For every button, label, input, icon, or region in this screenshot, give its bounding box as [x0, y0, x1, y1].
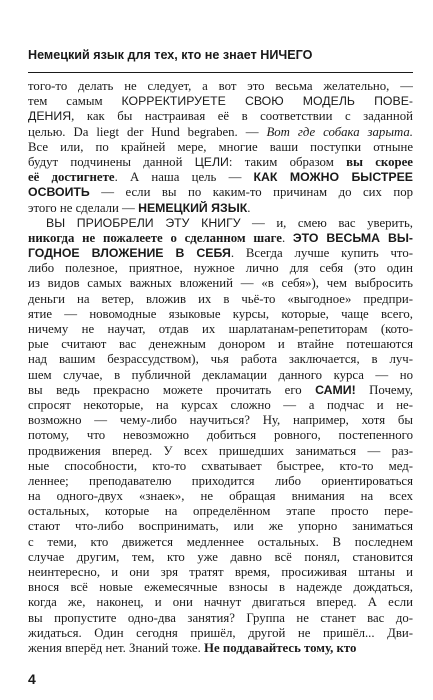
text-line	[28, 261, 413, 276]
text-segment: ГОДНОЕ ВЛОЖЕНИЕ В СЕБЯ	[28, 246, 231, 261]
text-line	[28, 535, 413, 550]
text-line	[28, 185, 413, 200]
text-segment: ятие — новомодные языковые курсы, которые, чаще всего,	[28, 306, 413, 321]
text-segment: остальных, которые на определённом этапе просто пере-	[28, 504, 413, 519]
text-segment: ВЫ ПРИОБРЕЛИ ЭТУ КНИГУ	[46, 215, 241, 230]
text-line	[28, 109, 413, 124]
text-line	[28, 216, 413, 231]
text-segment: из видов самых важных вложений — «в себя»), чем выбросить	[28, 276, 413, 291]
text-line	[28, 428, 413, 443]
text-line	[28, 337, 413, 352]
text-segment: будут подчинены данной	[28, 154, 195, 169]
text-segment: ОСВОИТЬ	[28, 185, 90, 200]
text-segment: ничему не научат, отдав их шарлатанам-репетиторам (кото-	[28, 322, 413, 336]
text-segment: Вот где собака зарыта.	[266, 124, 413, 139]
text-segment: возможно — чему-либо научиться? Ну, например, хотя бы	[28, 413, 413, 428]
text-line	[28, 595, 413, 610]
text-segment: деньги на ветер, вложив их в чьё-то «выгодное» предпри-	[28, 291, 413, 306]
text-line	[28, 641, 413, 656]
text-line	[28, 201, 413, 216]
text-segment: САМИ!	[315, 382, 356, 397]
text-segment: вы пропустите одно-два занятия? Группа не станет вас до-	[28, 610, 413, 625]
text-line	[28, 368, 413, 383]
header-divider	[28, 72, 413, 73]
text-segment: неинтересно, и они зря тратят время, просиживая штаны и	[28, 565, 413, 579]
text-segment: Почему,	[355, 382, 413, 397]
text-segment: ЦЕЛИ	[194, 154, 229, 169]
text-segment: Не поддавайтесь тому, кто	[204, 640, 357, 655]
text-segment: над вашим безрассудством), чья работа заключается, в луч-	[28, 352, 413, 367]
text-segment: вы ведь прекрасно можете прочитать его	[28, 382, 316, 397]
text-segment: , как бы настраивая её в соответствии с заданной	[71, 109, 413, 124]
text-segment: либо полезное, приятное, нужное лично для себя (это один	[28, 261, 413, 276]
text-segment: потому, что невозможно добиться ровного, постепенного	[28, 428, 413, 443]
text-line	[28, 352, 413, 367]
text-segment: жидаться. Один сегодня пришёл, другой не пришёл... Дви-	[28, 625, 413, 640]
text-segment: Все или, по крайней мере, многие ваши поступки отныне	[28, 139, 413, 154]
text-line	[28, 383, 413, 398]
page-number: 4	[28, 671, 36, 687]
text-segment: случае другим, тем, кто уже давно всё понял, становится	[28, 549, 413, 564]
text-segment: : таким образом	[228, 154, 347, 169]
text-segment: когда же, наконец, и они начнут двигаться вперед. А если	[28, 595, 413, 610]
text-line	[28, 565, 413, 580]
text-line	[28, 231, 413, 246]
text-line	[28, 611, 413, 626]
text-segment: ные способности, кто-то схватывает быстрее, кто-то мед-	[28, 458, 413, 473]
text-line	[28, 519, 413, 534]
text-segment: КАК МОЖНО БЫСТРЕЕ	[253, 170, 413, 185]
text-segment: . А наша цель —	[114, 170, 254, 185]
text-line	[28, 398, 413, 413]
text-line	[28, 79, 413, 94]
text-segment: того-то делать не следует, а вот это весьма желательно, —	[28, 79, 413, 93]
text-segment: целью. Da liegt der Hund begraben. —	[28, 124, 267, 139]
text-segment: тем самым	[28, 94, 122, 109]
text-segment: леннее; преподавателю приходится либо ориентироваться	[28, 473, 413, 488]
text-segment: стают что-либо воспринимать, или же упорно заниматься	[28, 519, 413, 534]
text-segment: её достигнете	[28, 170, 115, 185]
text-segment: — если вы по каким-то причинам до сих пор	[89, 185, 413, 200]
text-segment: — и, смею вас уверить,	[240, 215, 413, 230]
text-line	[28, 413, 413, 428]
text-line	[28, 125, 413, 140]
text-segment: жения вперёд нет. Знаний тоже.	[28, 640, 204, 655]
text-segment: ЭТО ВЕСЬМА ВЫ-	[292, 230, 413, 245]
text-line	[28, 307, 413, 322]
text-line	[28, 276, 413, 291]
text-segment: .	[247, 200, 251, 215]
text-segment: НЕМЕЦКИЙ ЯЗЫК	[138, 200, 248, 215]
text-line	[28, 504, 413, 519]
text-line	[28, 580, 413, 595]
running-head-title: Немецкий язык для тех, кто не знает НИЧЕГО	[28, 48, 313, 62]
text-segment: внося всё новые ежемесячные взносы в надежде дождаться,	[28, 580, 413, 595]
text-segment: спросят некоторые, на курсах сложно — а подчас и не-	[28, 397, 413, 412]
text-line	[28, 489, 413, 504]
text-segment: . Всегда лучше купить что-	[230, 246, 413, 261]
text-segment: .	[281, 230, 293, 245]
text-segment: ДЕНИЯ	[28, 109, 72, 124]
text-line	[28, 292, 413, 307]
text-line	[28, 444, 413, 459]
text-segment: никогда не пожалеете о сделанном шаге	[28, 230, 282, 245]
text-line	[28, 246, 413, 261]
text-line	[28, 474, 413, 489]
text-segment: вы скорее	[346, 154, 413, 169]
text-segment: этого не сделали —	[28, 200, 139, 215]
text-segment: продвижения вперед. У всех пришедших заниматься — раз-	[28, 443, 413, 458]
text-segment: с теми, кто движется медленнее остальных. В последнем	[28, 534, 413, 549]
text-segment: на одного-двух «знаек», не обращая внимания на всех	[28, 489, 413, 504]
text-line	[28, 626, 413, 641]
text-line	[28, 140, 413, 155]
text-segment: шем случае, в публичной декламации данного курса — но	[28, 367, 413, 382]
body-text	[28, 79, 413, 656]
text-line	[28, 170, 413, 185]
text-segment: КОРРЕКТИРУЕТЕ СВОЮ МОДЕЛЬ ПОВЕ-	[121, 94, 413, 109]
text-line	[28, 155, 413, 170]
text-line	[28, 322, 413, 337]
text-line	[28, 94, 413, 109]
text-segment: рые считают вас денежным донором и втайне потешаются	[28, 337, 413, 352]
text-line	[28, 459, 413, 474]
text-line	[28, 550, 413, 565]
